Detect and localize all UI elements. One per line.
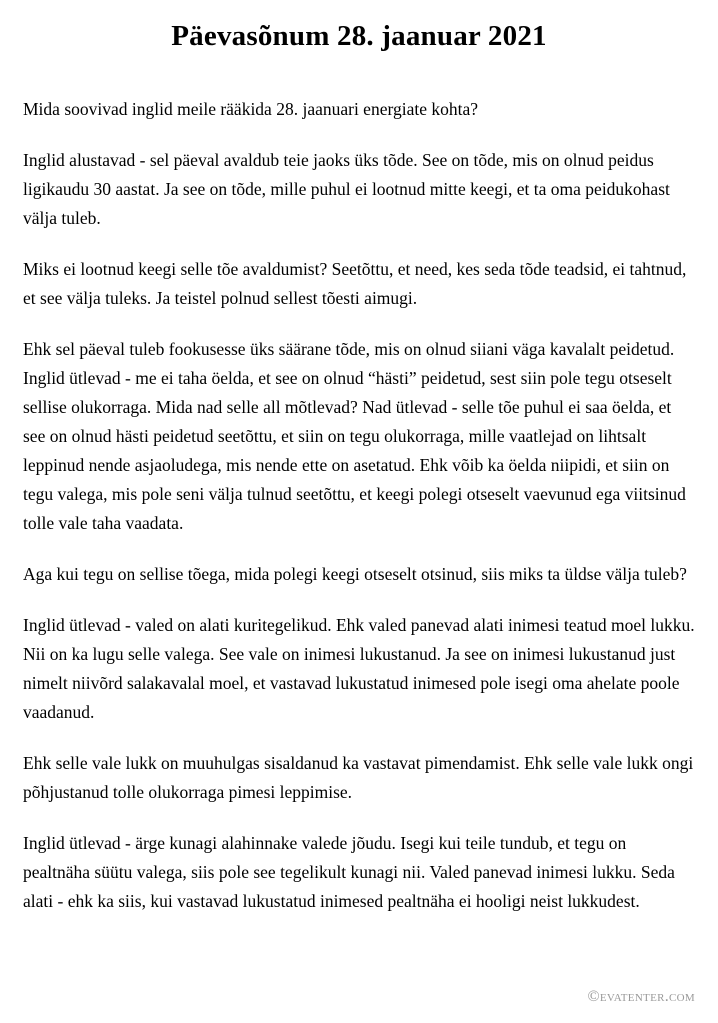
paragraph: Inglid ütlevad - valed on alati kuritegelikud. Ehk valed panevad alati inimesi teatud moel lukku. Nii on ka lugu selle valega. See vale on inimesi lukustanud. Ja see on inimesi lukustanud just nimelt niivõrd salakavalal moel, et vastavad lukustatud inimesed pole isegi oma ahelate poole vaadanud.	[23, 615, 695, 722]
paragraph: Ehk selle vale lukk on muuhulgas sisaldanud ka vastavat pimendamist. Ehk selle vale lukk ongi põhjustanud tolle olukorraga pimesi leppimise.	[23, 753, 694, 802]
footer-credit: ©evatenter.com	[587, 988, 695, 1005]
paragraph: Inglid ütlevad - ärge kunagi alahinnake valede jõudu. Isegi kui teile tundub, et tegu on pealtnäha süütu valega, siis pole see tegelikult kunagi nii. Valed panevad inimesi lukku. Seda alati - ehk ka siis, kui vastavad lukustatud inimesed pealtnäha ei hooligi neist lukkudest.	[23, 833, 675, 911]
paragraph: Miks ei lootnud keegi selle tõe avaldumist? Seetõttu, et need, kes seda tõde teadsid, ei tahtnud, et see välja tuleks. Ja teistel polnud sellest tõesti aimugi.	[23, 259, 687, 308]
paragraph-question-intro: Mida soovivad inglid meile rääkida 28. jaanuari energiate kohta?	[23, 99, 479, 119]
paragraph: Aga kui tegu on sellise tõega, mida polegi keegi otseselt otsinud, siis miks ta üldse välja tuleb?	[23, 564, 687, 584]
page-title: Päevasõnum 28. jaanuar 2021	[171, 20, 547, 52]
article-body	[23, 95, 695, 916]
paragraph: Inglid alustavad - sel päeval avaldub teie jaoks üks tõde. See on tõde, mis on olnud peidus ligikaudu 30 aastat. Ja see on tõde, mille puhul ei lootnud mitte keegi, et ta oma peidukohast välja tuleb.	[23, 150, 670, 228]
paragraph: Ehk sel päeval tuleb fookusesse üks säärane tõde, mis on olnud siiani väga kavalalt peidetud. Inglid ütlevad - me ei taha öelda, et see on olnud “hästi” peidetud, sest siin pole tegu otseselt sellise olukorraga. Mida nad selle all mõtlevad? Nad ütlevad - selle tõe puhul ei saa öelda, et see on olnud hästi peidetud seetõttu, et siin on tegu olukorraga, mille vaatlejad on lihtsalt leppinud nende asjaoludega, mis nende ette on asetatud. Ehk võib ka öelda niipidi, et siin on tegu valega, mis pole seni välja tulnud seetõttu, et keegi polegi otseselt vaevunud ega viitsinud tolle vale taha vaadata.	[23, 339, 686, 533]
